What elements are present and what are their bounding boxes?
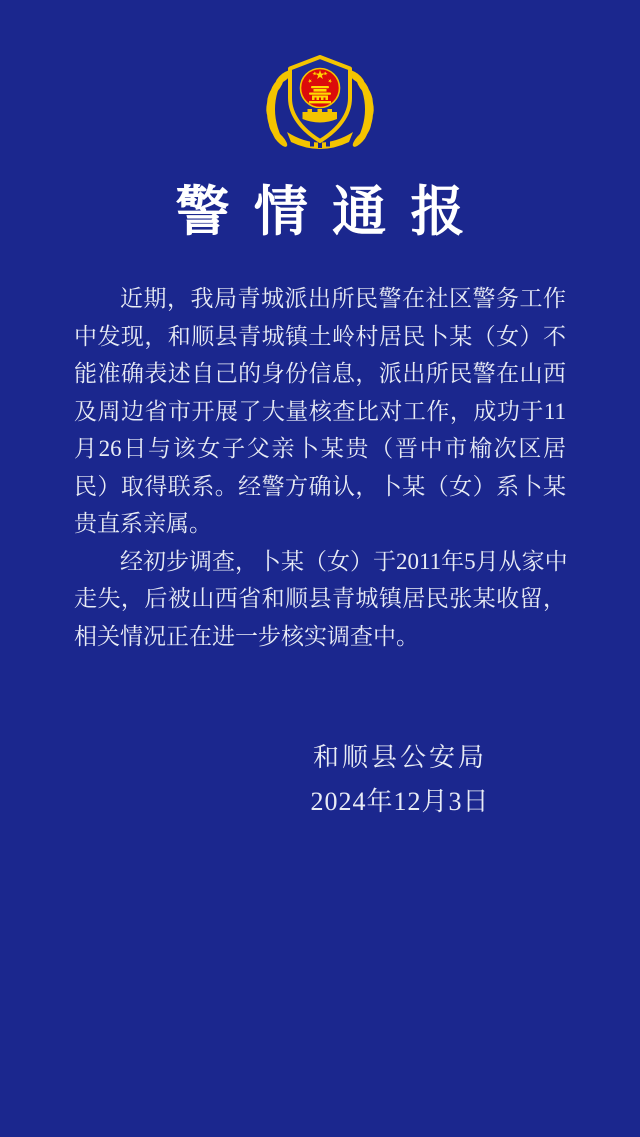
issuer-signature: 和顺县公安局 bbox=[312, 743, 487, 772]
body-line: 近期，我局青城派出所民警在社区警务工作 bbox=[120, 286, 566, 311]
body-line: 及周边省市开展了大量核查比对工作，成功于11 bbox=[74, 398, 566, 424]
body-line: 经初步调查，卜某（女）于2011年5月从家中 bbox=[120, 548, 568, 574]
body-line: 能准确表述自己的身份信息，派出所民警在山西 bbox=[74, 361, 566, 386]
notice-title: 警情通报 bbox=[175, 182, 489, 242]
police-badge-icon bbox=[260, 52, 380, 156]
notice-body bbox=[74, 280, 566, 655]
body-line: 民）取得联系。经警方确认，卜某（女）系卜某 bbox=[74, 473, 566, 499]
signature-area bbox=[160, 743, 640, 817]
body-line: 中发现，和顺县青城镇土岭村居民卜某（女）不 bbox=[74, 323, 566, 349]
body-line: 贵直系亲属。 bbox=[74, 511, 212, 536]
body-line: 月26日与该女子父亲卜某贵（晋中市榆次区居 bbox=[74, 436, 566, 461]
body-line: 走失，后被山西省和顺县青城镇居民张某收留， bbox=[74, 586, 566, 611]
body-line: 相关情况正在进一步核实调查中。 bbox=[74, 623, 419, 649]
issue-date: 2024年12月3日 bbox=[310, 787, 490, 816]
